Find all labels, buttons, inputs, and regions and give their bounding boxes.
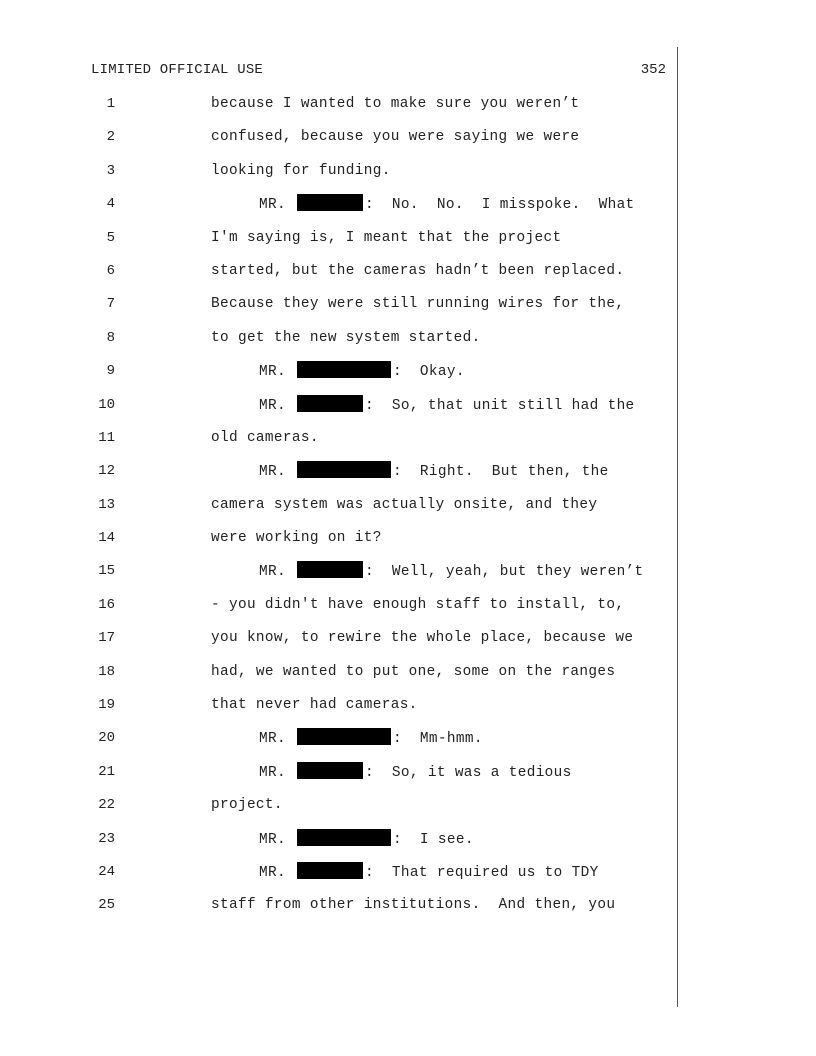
line-number: 1 [106,96,115,112]
line-number: 8 [106,329,115,346]
line-text: were working on it? [211,530,382,547]
speaker-title: MR. [259,197,286,214]
transcript-line [0,828,676,861]
redacted-name [297,461,391,478]
line-number: 3 [106,162,115,179]
transcript-line [0,460,676,493]
line-number: 4 [106,196,115,213]
speaker-title: MR. [259,364,286,381]
line-text: old cameras. [211,429,319,446]
speaker-line [259,461,609,482]
page-number: 352 [640,62,666,78]
redacted-name [297,395,363,412]
speaker-title: MR. [259,831,286,848]
transcript-line [0,394,676,427]
spoken-text: : So, it was a tedious [364,764,572,781]
speaker-line [259,728,483,749]
line-number: 22 [98,797,115,814]
spoken-text: : Well, yeah, but they weren’t [364,564,644,581]
speaker-title: MR. [259,464,286,481]
transcript-line [0,494,676,527]
transcript-line [0,327,676,360]
line-text: staff from other institutions. And then, you [211,897,616,914]
spoken-text: : Okay. [392,364,465,381]
redacted-name [297,728,391,745]
transcript-lines [0,93,676,928]
transcript-line [0,627,676,660]
speaker-title: MR. [259,564,286,581]
redacted-name [297,829,391,846]
transcript-line [0,727,676,760]
line-number: 12 [98,463,115,480]
transcript-line [0,227,676,260]
line-number: 16 [98,596,115,613]
line-text: confused, because you were saying we were [211,129,580,146]
line-text: I'm saying is, I meant that the project [211,229,562,246]
transcript-line [0,193,676,226]
line-text: that never had cameras. [211,697,418,714]
redacted-name [297,361,391,378]
transcript-line [0,260,676,293]
spoken-text: : So, that unit still had the [364,397,635,414]
speaker-line [259,762,572,783]
line-number: 14 [98,530,115,547]
spoken-text: : No. No. I misspoke. What [364,197,635,214]
line-text: because I wanted to make sure you weren’t [211,96,580,112]
line-text: camera system was actually onsite, and they [211,496,598,513]
line-number: 9 [106,363,115,380]
line-number: 18 [98,663,115,680]
line-number: 10 [98,396,115,413]
line-number: 20 [98,730,115,747]
line-number: 2 [106,129,115,146]
redacted-name [297,561,363,578]
transcript-line [0,761,676,794]
transcript-line [0,160,676,193]
transcript-line [0,360,676,393]
line-number: 19 [98,697,115,714]
redacted-name [297,762,363,779]
transcript-line [0,293,676,326]
line-number: 5 [106,229,115,246]
line-number: 17 [98,630,115,647]
speaker-line [259,361,465,382]
transcript-line [0,527,676,560]
line-number: 24 [98,863,115,880]
spoken-text: : That required us to TDY [364,864,599,881]
spoken-text: : I see. [392,831,474,848]
line-number: 15 [98,563,115,580]
transcript-line [0,794,676,827]
line-text: had, we wanted to put one, some on the ranges [211,663,616,680]
line-text: to get the new system started. [211,329,481,346]
redacted-name [297,194,363,211]
line-text: - you didn't have enough staff to install, to, [211,596,625,613]
transcript-line [0,594,676,627]
speaker-title: MR. [259,764,286,781]
line-number: 11 [98,429,115,446]
redacted-name [297,862,363,879]
speaker-line [259,194,635,215]
transcript-line [0,861,676,894]
line-number: 25 [98,897,115,914]
line-number: 23 [98,830,115,847]
transcript-line [0,661,676,694]
transcript-line [0,126,676,159]
classification-header: LIMITED OFFICIAL USE [91,62,264,78]
line-text: you know, to rewire the whole place, because we [211,630,634,647]
spoken-text: : Mm-hmm. [392,731,483,748]
line-number: 6 [106,262,115,279]
speaker-title: MR. [259,397,286,414]
speaker-line [259,395,635,416]
line-text: started, but the cameras hadn’t been replaced. [211,262,625,279]
transcript-line [0,694,676,727]
line-number: 7 [106,296,115,313]
line-number: 21 [98,763,115,780]
transcript-line [0,894,676,927]
transcript-line [0,93,676,126]
line-text: Because they were still running wires for the, [211,296,625,313]
speaker-line [259,862,599,883]
line-text: project. [211,797,283,814]
right-margin-rule [677,47,678,1007]
speaker-line [259,561,644,582]
line-text: looking for funding. [211,162,391,179]
line-number: 13 [98,496,115,513]
speaker-line [259,829,474,850]
spoken-text: : Right. But then, the [392,464,609,481]
speaker-title: MR. [259,731,286,748]
transcript-line [0,560,676,593]
speaker-title: MR. [259,864,286,881]
transcript-line [0,427,676,460]
